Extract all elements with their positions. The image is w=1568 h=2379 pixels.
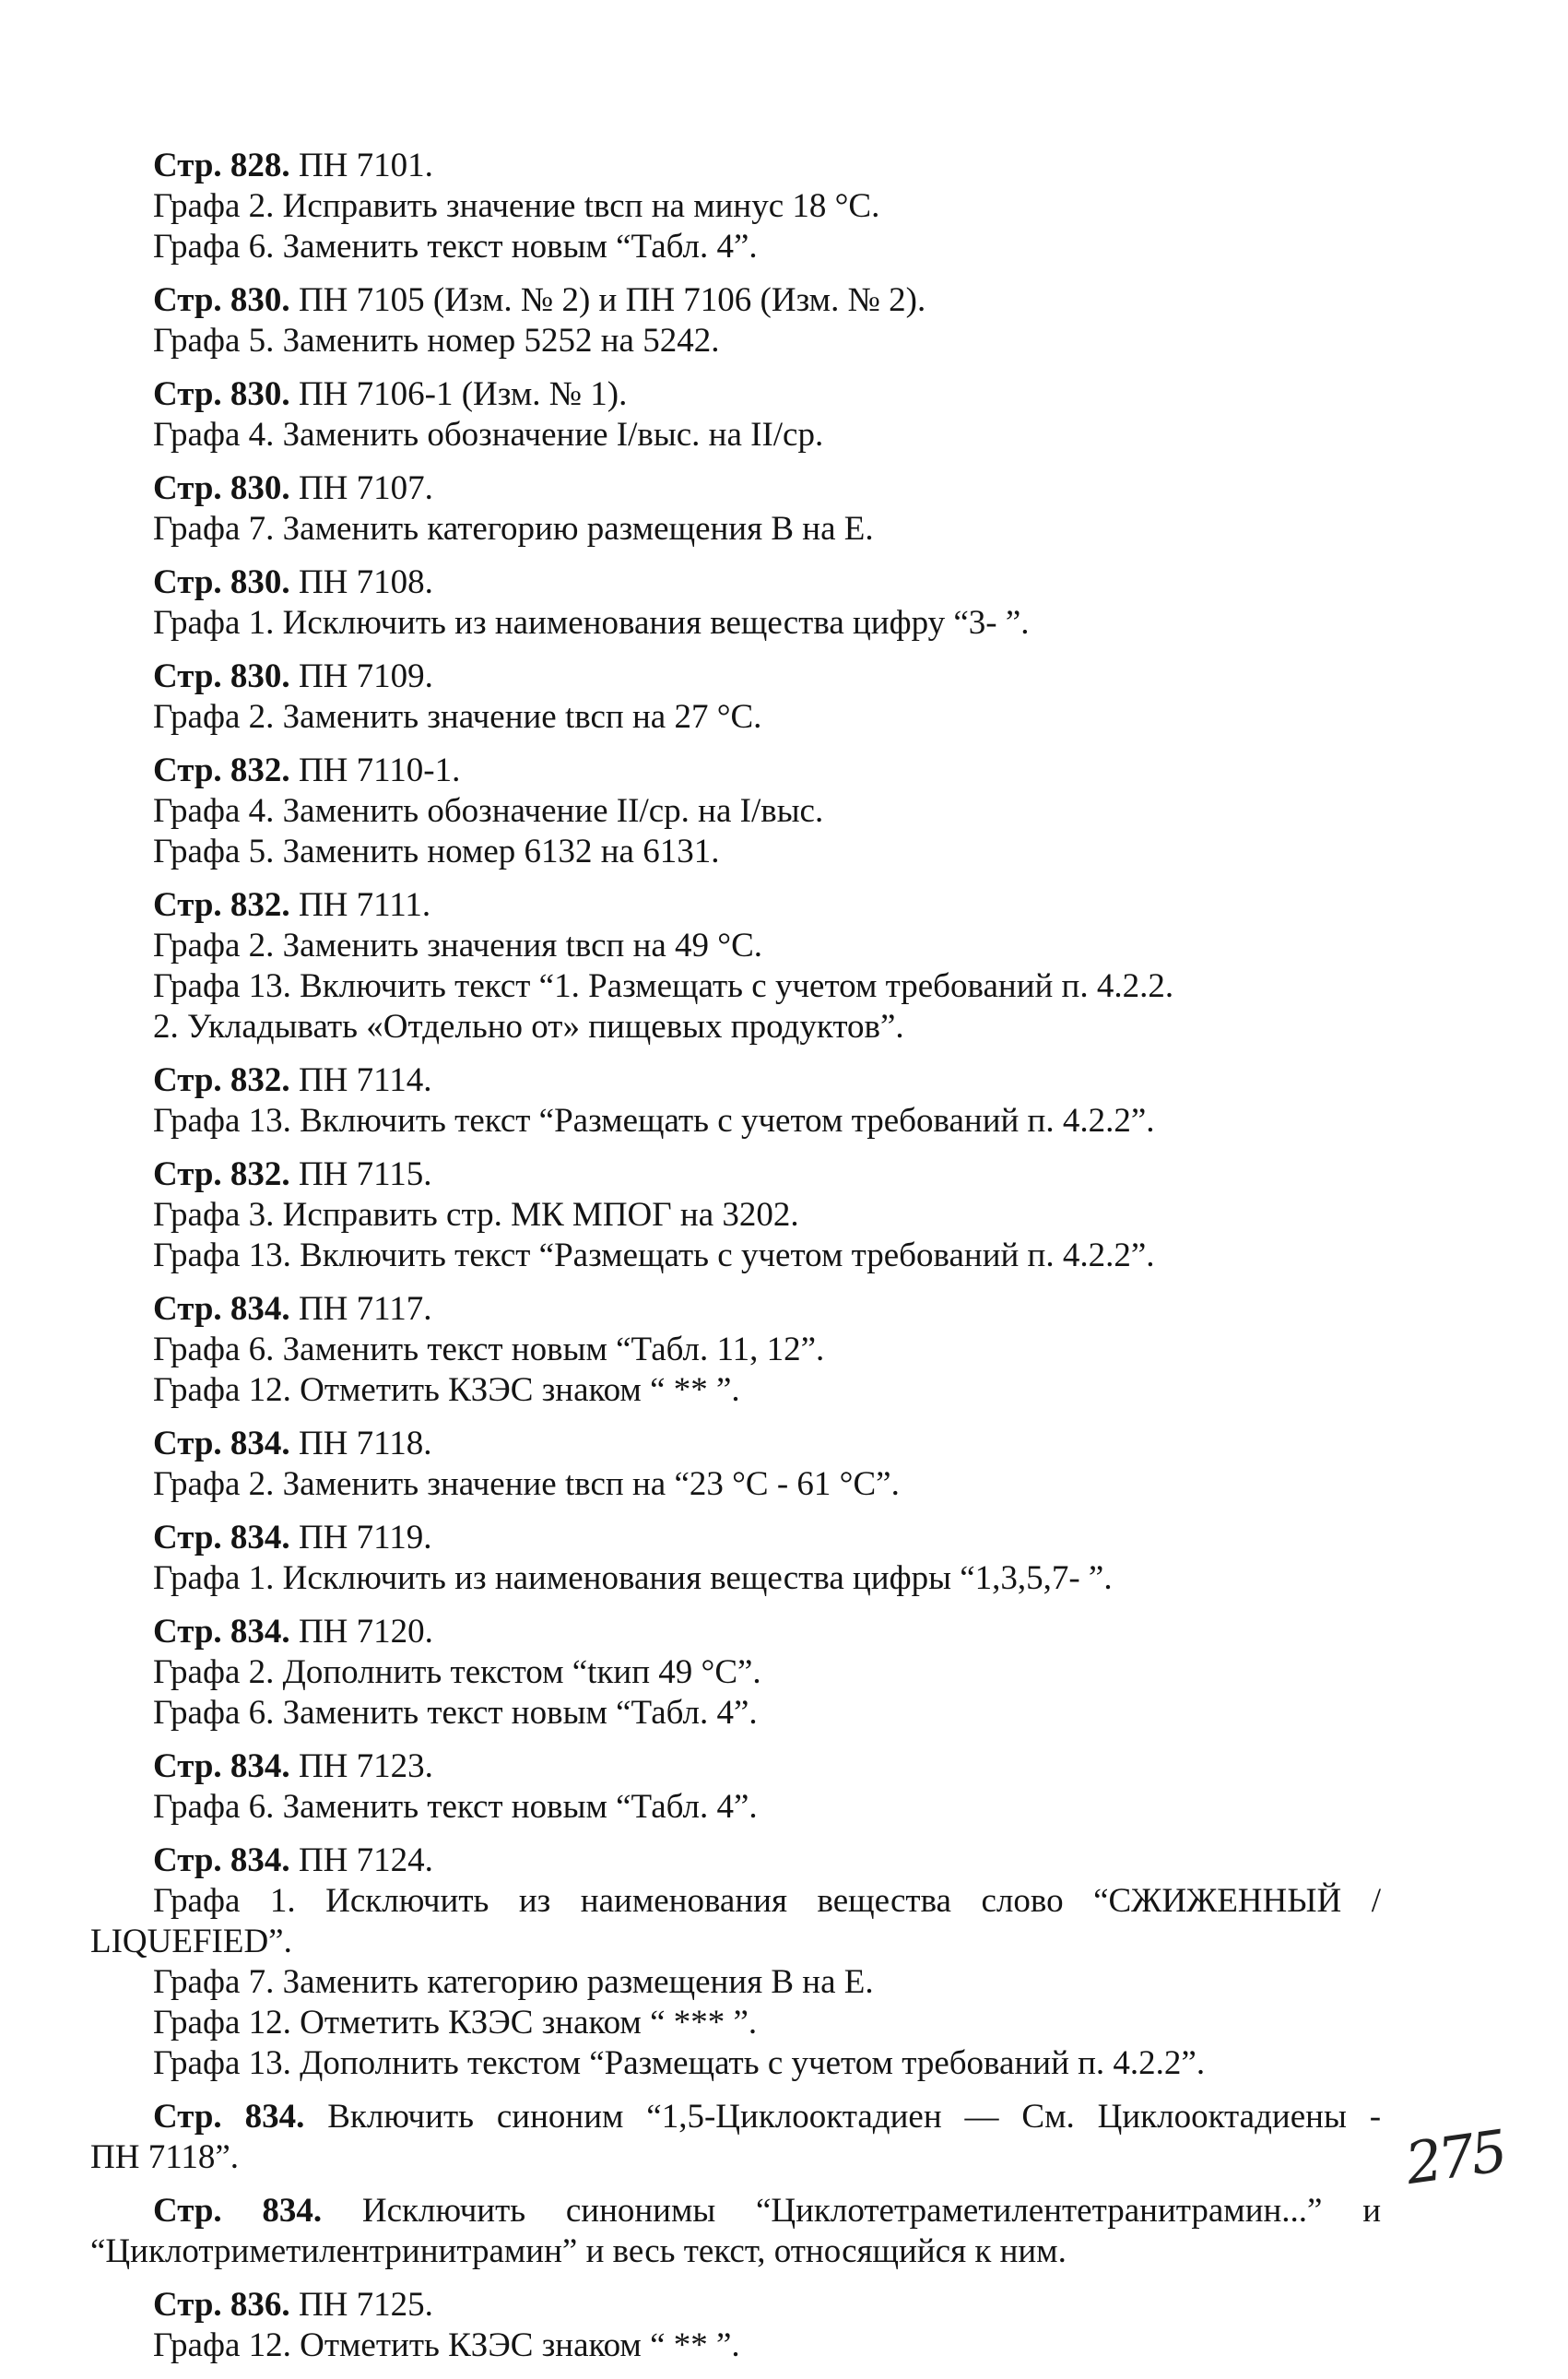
entry-line: Графа 2. Дополнить текстом “tкип 49 °С”. (153, 1653, 761, 1691)
entry-line: Графа 1. Исключить из наименования вещества цифры “1,3,5,7- ”. (153, 1559, 1113, 1597)
entry-line-continuation: ПН 7118”. (90, 2138, 239, 2176)
entry-text: Включить синоним “1,5-Циклооктадиен — См. Циклооктадиены - (304, 2098, 1382, 2136)
pn-ref: ПН 7120. (289, 1613, 433, 1651)
page-ref: Стр. 830. (153, 563, 290, 601)
entry-line: Графа 2. Заменить значение tвсп на 27 °С. (153, 698, 762, 736)
page-ref: Стр. 830. (153, 281, 290, 319)
entry-line: Графа 12. Отметить КЗЭС знаком “ *** ”. (153, 2004, 758, 2042)
page-ref: Стр. 830. (153, 469, 290, 507)
entry-pn-7125 (90, 2285, 1381, 2366)
handwritten-page-number: 275 (1401, 2116, 1508, 2198)
entry-line: Графа 4. Заменить обозначение II/ср. на I/выс. (153, 792, 824, 830)
entry-line: Графа 2. Заменить значение tвсп на “23 °С - 61 °С”. (153, 1465, 900, 1503)
page-ref: Стр. 830. (153, 375, 290, 413)
pn-ref: ПН 7125. (289, 2286, 433, 2324)
page-ref: Стр. 834. (153, 2192, 323, 2230)
entry-line: Графа 13. Включить текст “1. Размещать с учетом требований п. 4.2.2. (153, 967, 1174, 1005)
pn-ref: ПН 7108. (289, 563, 433, 601)
entry-line: Графа 4. Заменить обозначение I/выс. на II/ср. (153, 416, 824, 454)
page-ref: Стр. 834. (153, 1613, 290, 1651)
entry-line: Графа 1. Исключить из наименования вещества цифру “3- ”. (153, 604, 1030, 642)
page-ref: Стр. 832. (153, 752, 290, 789)
page-ref: Стр. 834. (153, 1747, 290, 1785)
entry-line: Графа 13. Включить текст “Размещать с учетом требований п. 4.2.2”. (153, 1102, 1155, 1140)
page-ref: Стр. 836. (153, 2286, 290, 2324)
document-body (90, 146, 1381, 1840)
page-ref: Стр. 834. (153, 1519, 290, 1556)
page-ref: Стр. 832. (153, 1155, 290, 1193)
entry (90, 1612, 1381, 1734)
pn-ref: ПН 7119. (289, 1519, 432, 1556)
entry-line-continuation: LIQUEFIED”. (90, 1923, 292, 1960)
entry-line: Графа 6. Заменить текст новым “Табл. 11, 12”. (153, 1331, 825, 1368)
pn-ref: ПН 7123. (289, 1747, 433, 1785)
entry-text: Исключить синонимы “Циклотетраметилентетранитрамин...” и (322, 2192, 1381, 2230)
page-ref: Стр. 832. (153, 886, 290, 924)
document-tail (90, 1840, 1381, 2379)
pn-ref: ПН 7117. (289, 1290, 432, 1328)
page-ref: Стр. 834. (153, 1425, 290, 1462)
pn-ref: ПН 7109. (289, 657, 433, 695)
pn-ref: ПН 7124. (289, 1841, 433, 1879)
entry-line: Графа 5. Заменить номер 5252 на 5242. (153, 322, 720, 360)
entry-line-continuation: “Циклотриметилентринитрамин” и весь текст, относящийся к ним. (90, 2232, 1067, 2270)
entry-line: Графа 6. Заменить текст новым “Табл. 4”. (153, 228, 758, 266)
entry-line: Графа 3. Исправить стр. МК МПОГ на 3202. (153, 1196, 799, 1234)
entry-line: Графа 6. Заменить текст новым “Табл. 4”. (153, 1788, 758, 1826)
pn-ref: ПН 7106-1 (Изм. № 1). (289, 375, 628, 413)
entry (90, 1424, 1381, 1505)
entry-line: Графа 13. Дополнить текстом “Размещать с учетом требований п. 4.2.2”. (153, 2044, 1206, 2082)
entry-line: Графа 5. Заменить номер 6132 на 6131. (153, 833, 720, 870)
entry-line: 2. Укладывать «Отдельно от» пищевых продуктов”. (153, 1008, 904, 1046)
entry-line: Графа 2. Заменить значения tвсп на 49 °С. (153, 927, 763, 965)
entry-synonym-remove (90, 2191, 1381, 2272)
entry-line: Графа 6. Заменить текст новым “Табл. 4”. (153, 1694, 758, 1732)
page-ref: Стр. 834. (153, 2098, 305, 2136)
entry-line: Графа 1. Исключить из наименования вещества слово “СЖИЖЕННЫЙ / (153, 1882, 1381, 1920)
entry (90, 146, 1381, 267)
page-ref: Стр. 834. (153, 1841, 290, 1879)
entry (90, 657, 1381, 738)
entry (90, 1746, 1381, 1828)
entry-line: Графа 2. Исправить значение tвсп на минус 18 °С. (153, 187, 880, 225)
entry-line: Графа 7. Заменить категорию размещения В на Е. (153, 510, 874, 548)
pn-ref: ПН 7114. (289, 1061, 432, 1099)
pn-ref: ПН 7115. (289, 1155, 432, 1193)
page-ref: Стр. 832. (153, 1061, 290, 1099)
page-ref: Стр. 830. (153, 657, 290, 695)
entry (90, 1289, 1381, 1411)
pn-ref: ПН 7101. (289, 147, 433, 184)
entry (90, 280, 1381, 361)
entry-pn-7124 (90, 1840, 1381, 2084)
pn-ref: ПН 7105 (Изм. № 2) и ПН 7106 (Изм. № 2). (289, 281, 926, 319)
entry (90, 374, 1381, 456)
entry (90, 562, 1381, 644)
entry-line: Графа 12. Отметить КЗЭС знаком “ ** ”. (153, 1371, 740, 1409)
entry-synonym-add (90, 2097, 1381, 2178)
pn-ref: ПН 7111. (289, 886, 431, 924)
entry (90, 1518, 1381, 1599)
pn-ref: ПН 7107. (289, 469, 433, 507)
entry (90, 885, 1381, 1047)
entry (90, 1060, 1381, 1142)
entry-line: Графа 12. Отметить КЗЭС знаком “ ** ”. (153, 2326, 740, 2364)
entry (90, 468, 1381, 550)
entry-line: Графа 7. Заменить категорию размещения В на Е. (153, 1963, 874, 2001)
pn-ref: ПН 7110-1. (289, 752, 461, 789)
page-ref: Стр. 834. (153, 1290, 290, 1328)
page-ref: Стр. 828. (153, 147, 290, 184)
entry (90, 1154, 1381, 1276)
entry (90, 751, 1381, 872)
entry-line: Графа 13. Включить текст “Размещать с учетом требований п. 4.2.2”. (153, 1237, 1155, 1274)
pn-ref: ПН 7118. (289, 1425, 432, 1462)
